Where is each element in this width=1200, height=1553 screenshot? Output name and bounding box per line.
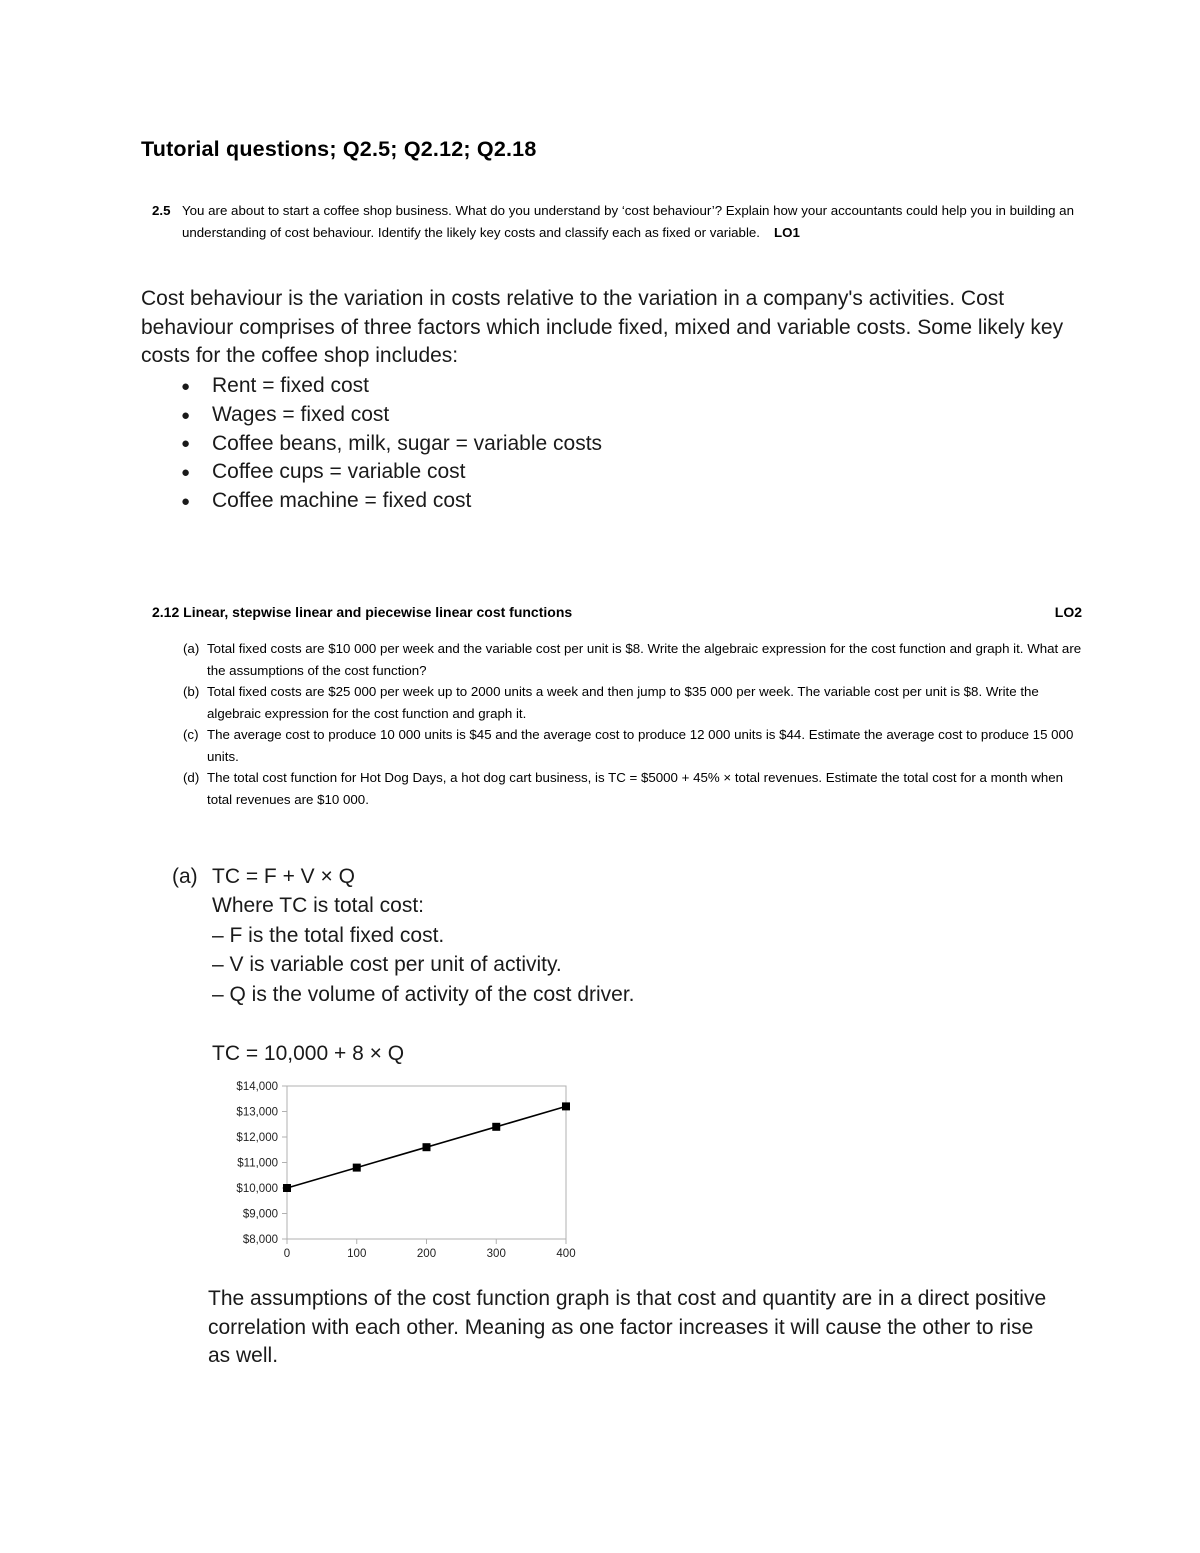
list-item-label: Coffee beans, milk, sugar = variable costs — [212, 431, 603, 455]
y-axis-tick-label: $10,000 — [236, 1183, 278, 1195]
answer-closing-paragraph: The assumptions of the cost function graph is that cost and quantity are in a direct positive correlation with each other. Meaning as one factor increases it will cause the other to rise as well. — [208, 1287, 1047, 1368]
bullet-dot-icon: ● — [181, 435, 191, 453]
learning-outcome-badge-lo2: LO2 — [1054, 604, 1082, 620]
answer-definition-v: – V is variable cost per unit of activity. — [212, 953, 562, 977]
cost-function-line-chart — [214, 1076, 584, 1266]
question-part-text: Total fixed costs are $10 000 per week and the variable cost per unit is $8. Write the algebraic expression for the cost function and graph it. What are the assumptions of the cost function? — [207, 641, 1082, 678]
question-part — [183, 638, 1083, 681]
chart-data-point — [562, 1102, 570, 1110]
list-item-label: Coffee machine = fixed cost — [212, 489, 472, 513]
y-axis-tick-label: $9,000 — [242, 1208, 278, 1221]
chart-data-point — [423, 1143, 431, 1151]
answer-where-line: Where TC is total cost: — [212, 894, 425, 918]
list-item — [141, 487, 841, 516]
question-text-2-5: You are about to start a coffee shop business. What do you understand by ‘cost behaviour’? Explain how your accountants could help you in building an understanding of cost behaviour. Identify the likely key costs and classify each as fixed or variable. — [182, 203, 1074, 240]
key-costs-bullet-list — [141, 372, 841, 516]
y-axis-tick-label: $12,000 — [236, 1132, 278, 1144]
y-axis-tick-label: $13,000 — [236, 1106, 278, 1119]
question-number-2-5: 2.5 — [152, 203, 171, 218]
question-part-label: (d) — [183, 770, 200, 786]
question-part-label: (a) — [183, 641, 200, 656]
question-heading-2-12: 2.12 Linear, stepwise linear and piecewise linear cost functions — [152, 604, 573, 620]
answer-definition-f: – F is the total fixed cost. — [212, 923, 445, 947]
question-part — [183, 767, 1083, 810]
answer-part-label: (a) — [172, 865, 198, 888]
cost-function-chart — [214, 1076, 584, 1266]
question-part-label: (c) — [183, 727, 199, 743]
answer-formula-general: TC = F + V × Q — [212, 865, 355, 888]
list-item — [141, 458, 841, 487]
chart-data-point — [283, 1184, 291, 1192]
list-item — [141, 401, 841, 430]
question-part-text: The total cost function for Hot Dog Days, a hot dog cart business, is TC = $5000 + 45% × total revenues. Estimate the total cost for a month when total revenues are $10 000. — [207, 770, 1064, 807]
x-axis-tick-label: 400 — [556, 1248, 576, 1260]
bullet-dot-icon: ● — [181, 406, 191, 424]
chart-plot-area — [287, 1086, 566, 1239]
question-part — [183, 681, 1083, 724]
answer-definition-q: – Q is the volume of activity of the cost driver. — [212, 982, 635, 1006]
question-part-label: (b) — [183, 684, 200, 700]
list-item-label: Rent = fixed cost — [212, 374, 369, 397]
answer-paragraph-2-5: Cost behaviour is the variation in costs relative to the variation in a company's activities. Cost behaviour comprises of three factors which include fixed, mixed and variable costs. Some likely key costs for the coffee shop includes: — [141, 287, 1064, 368]
x-axis-tick-label: 100 — [347, 1248, 367, 1260]
question-row — [152, 200, 1082, 243]
answer-formula-row — [172, 862, 1032, 891]
textbook-question-2-5 — [152, 200, 1082, 243]
list-item — [141, 430, 841, 459]
answer-2-12a — [172, 862, 1032, 1068]
x-axis-tick-label: 300 — [486, 1248, 506, 1260]
question-text-container — [182, 200, 1082, 243]
list-item-label: Coffee cups = variable cost — [212, 460, 466, 484]
bullet-dot-icon: ● — [181, 464, 191, 482]
y-axis-tick-label: $14,000 — [236, 1081, 278, 1093]
x-axis-tick-label: 0 — [283, 1248, 291, 1260]
question-part — [183, 724, 1083, 767]
bullet-dot-icon: ● — [181, 377, 191, 395]
textbook-question-2-12-heading — [152, 604, 1082, 620]
list-item-label: Wages = fixed cost — [212, 402, 390, 426]
question-part-text: The average cost to produce 10 000 units is $45 and the average cost to produce 12 000 units is $44. Estimate the average cost to produce 15 000 units. — [207, 727, 1074, 764]
chart-data-point — [492, 1123, 500, 1131]
question-2-12-parts-list — [183, 638, 1083, 810]
list-item — [141, 372, 841, 401]
answer-formula-applied: TC = 10,000 + 8 × Q — [212, 1041, 405, 1065]
y-axis-tick-label: $11,000 — [237, 1157, 278, 1170]
y-axis-tick-label: $8,000 — [242, 1234, 278, 1246]
bullet-dot-icon: ● — [181, 492, 191, 510]
learning-outcome-badge-lo1: LO1 — [774, 224, 800, 240]
question-part-text: Total fixed costs are $25 000 per week up to 2000 units a week and then jump to $35 000 per week. The variable cost per unit is $8. Write the algebraic expression for the cost function and graph it. — [207, 684, 1039, 721]
page-title: Tutorial questions; Q2.5; Q2.12; Q2.18 — [141, 137, 537, 161]
chart-data-point — [353, 1164, 361, 1172]
x-axis-tick-label: 200 — [416, 1248, 437, 1260]
